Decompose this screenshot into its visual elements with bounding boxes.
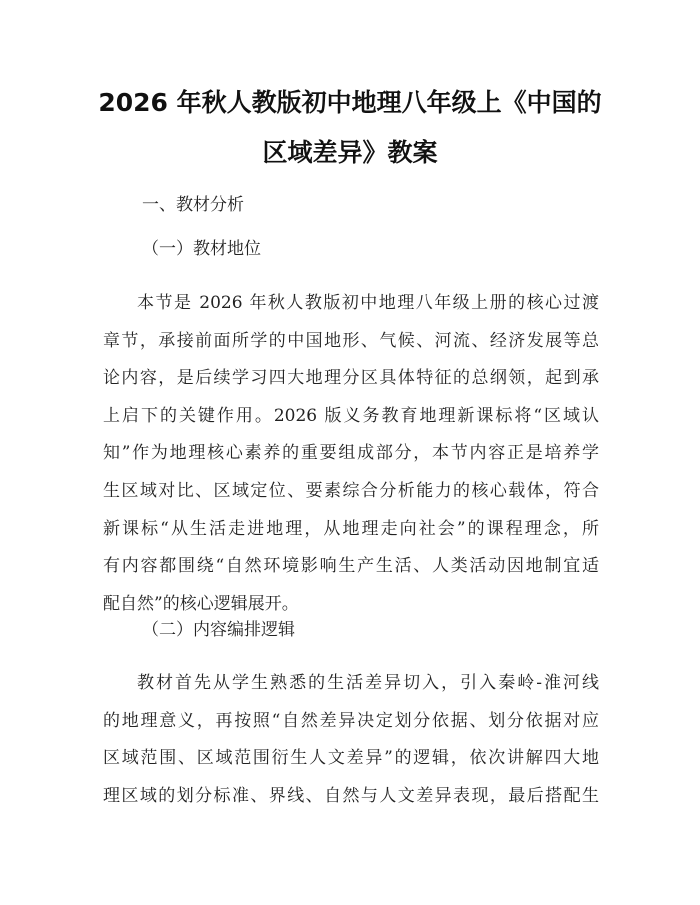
section-heading-one: 一、教材分析 <box>142 195 244 215</box>
paragraph-content-logic <box>103 665 599 815</box>
paragraph-line: 新课标“从生活走进地理，从地理走向社会”的课程理念，所 <box>103 518 599 539</box>
paragraph-line: 章节，承接前面所学的中国地形、气候、河流、经济发展等总 <box>103 330 599 351</box>
document-title <box>90 78 610 178</box>
paragraph-line: 知”作为地理核心素养的重要组成部分，本节内容正是培养学 <box>103 443 599 464</box>
paragraph-line: 生区域对比、区域定位、要素综合分析能力的核心载体，符合 <box>103 480 599 501</box>
paragraph-line: 上启下的关键作用。2026 版义务教育地理新课标将“区域认 <box>103 405 599 426</box>
title-line-1: 2026 年秋人教版初中地理八年级上《中国的 <box>98 88 602 117</box>
subsection-heading-1: （一）教材地位 <box>142 239 261 259</box>
paragraph-line: 本节是 2026 年秋人教版初中地理八年级上册的核心过渡 <box>137 293 599 313</box>
paragraph-line: 配自然”的核心逻辑展开。 <box>103 593 299 614</box>
paragraph-line: 教材首先从学生熟悉的生活差异切入，引入秦岭-淮河线 <box>137 673 599 693</box>
paragraph-line: 的地理意义，再按照“自然差异决定划分依据、划分依据对应 <box>103 710 599 731</box>
subsection-heading-2: （二）内容编排逻辑 <box>142 620 295 640</box>
paragraph-line: 理区域的划分标准、界线、自然与人文差异表现，最后搭配生 <box>103 785 599 806</box>
paragraph-line: 论内容，是后续学习四大地理分区具体特征的总纲领，起到承 <box>103 368 599 389</box>
paragraph-textbook-position <box>103 285 599 623</box>
paragraph-line: 区域范围、区域范围衍生人文差异”的逻辑，依次讲解四大地 <box>103 748 599 769</box>
paragraph-line: 有内容都围绕“自然环境影响生产生活、人类活动因地制宜适 <box>103 556 599 577</box>
title-line-2: 区域差异》教案 <box>262 138 438 167</box>
